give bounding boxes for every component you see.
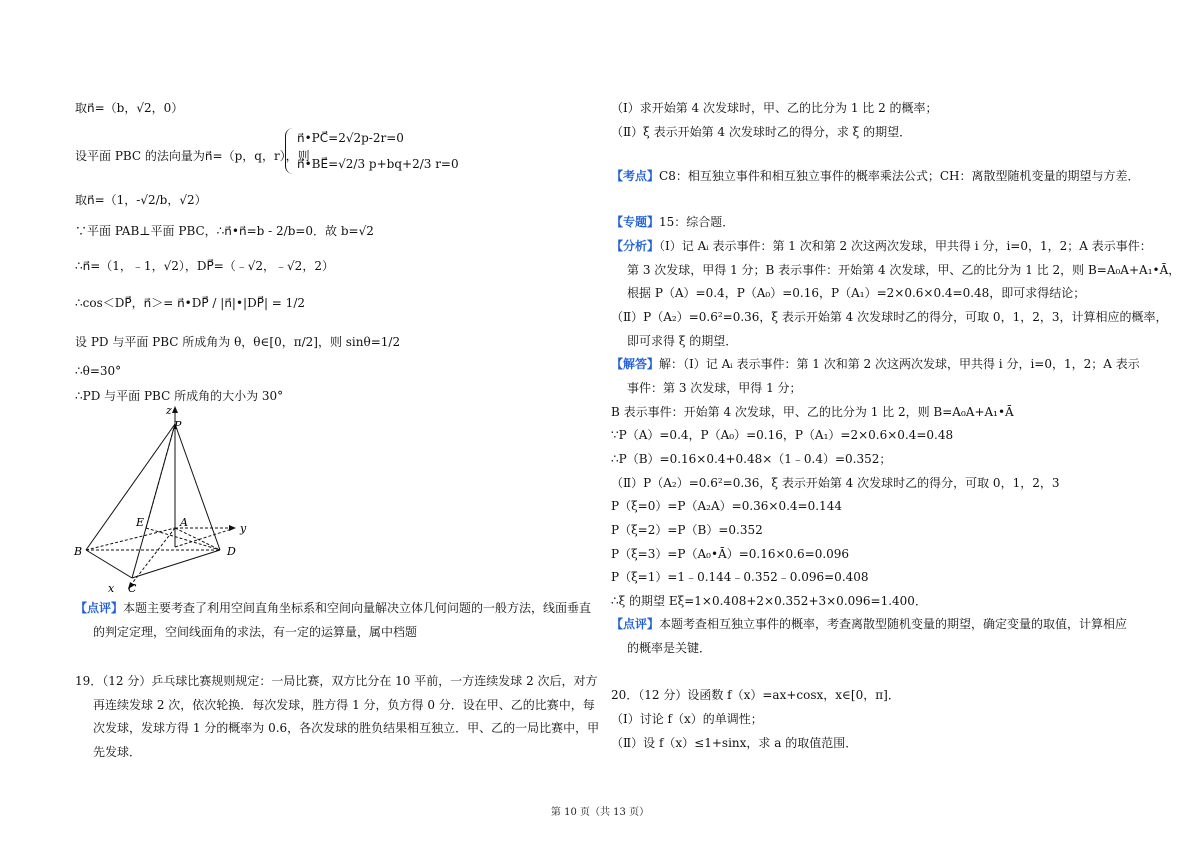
q19-line-3: 次发球，发球方得 1 分的概率为 0.6，各次发球的胜负结果相互独立．甲、乙的一局比赛中，甲 — [93, 721, 600, 735]
label-z: z — [166, 404, 172, 417]
q20-line-3: （Ⅱ）设 f（x）≤1+sinx，求 a 的取值范围． — [611, 736, 858, 750]
q20-line-1: 20．（12 分）设函数 f（x）=ax+cosx，x∈[0，π]． — [611, 688, 900, 702]
solution-line-1: B 表示事件：开始第 4 次发球，甲、乙的比分为 1 比 2，则 B=A₀A+A₁•Ā — [611, 405, 1014, 419]
jieda-tag: 【解答】 — [611, 357, 660, 371]
solution-line-7: P（ξ=3）=P（A₀•Ā）=0.16×0.6=0.096 — [611, 547, 850, 561]
zhuanti-line — [611, 214, 734, 230]
right-line-1: （Ⅰ）求开始第 4 次发球时，甲、乙的比分为 1 比 2 的概率； — [611, 101, 938, 115]
left-line-7: 设 PD 与平面 PBC 所成角为 θ，θ∈[0，π/2]，则 sinθ=1/2 — [75, 335, 401, 349]
left-dianping-text-1: 本题主要考查了利用空间直角坐标系和空间向量解决立体几何问题的一般方法，线面垂直 — [123, 601, 592, 615]
left-line-2: 设平面 PBC 的法向量为n⃗=（p，q，r），则 — [75, 149, 310, 163]
label-x: x — [108, 582, 115, 595]
solution-line-9: ∴ξ 的期望 Eξ=1×0.408+2×0.352+3×0.096=1.400． — [611, 594, 927, 608]
right-dianping-tag: 【点评】 — [611, 617, 660, 631]
left-line-4: ∵平面 PAB⊥平面 PBC，∴n⃗•n⃗=b - 2/b=0．故 b=√2 — [75, 224, 374, 238]
fenxi-line-4: （Ⅱ）P（A₂）=0.6²=0.36，ξ 表示开始第 4 次发球时乙的得分，可取 0，1，2，3，计算相应的概率， — [611, 310, 1168, 324]
solution-line-8: P（ξ=1）=1﹣0.144﹣0.352﹣0.096=0.408 — [611, 570, 869, 584]
left-line-5: ∴n⃗=（1，﹣1，√2），DP⃗=（﹣√2，﹣√2，2） — [75, 259, 334, 273]
fenxi-tag: 【分析】 — [611, 239, 660, 253]
label-B: B — [74, 545, 83, 558]
left-line-9: ∴PD 与平面 PBC 所成角的大小为 30° — [75, 389, 284, 403]
q19-line-1: 19．（12 分）乒乓球比赛规则规定：一局比赛，双方比分在 10 平前，一方连续发球 2 次后，对方 — [75, 674, 598, 688]
right-dianping-text-1: 本题考查相互独立事件的概率，考查离散型随机变量的期望，确定变量的取值，计算相应 — [659, 617, 1128, 631]
label-y: y — [240, 522, 247, 535]
solution-line-4: （Ⅱ）P（A₂）=0.6²=0.36，ξ 表示开始第 4 次发球时乙的得分，可取 0，1，2，3 — [611, 476, 1060, 490]
q19-line-4: 先发球． — [93, 745, 142, 759]
left-dianping-line-1 — [75, 600, 591, 616]
q20-line-2: （Ⅰ）讨论 f（x）的单调性； — [611, 712, 763, 726]
left-line-1: 取n⃗=（b，√2，0） — [75, 101, 184, 115]
label-E: E — [136, 516, 145, 529]
kaodian-text: C8：相互独立事件和相互独立事件的概率乘法公式；CH：离散型随机变量的期望与方差． — [659, 169, 1140, 183]
left-line-6: ∴cos＜DP⃗，n⃗＞= n⃗•DP⃗ / |n⃗|•|DP⃗| = 1/2 — [75, 296, 305, 310]
left-line-3: 取n⃗=（1，-√2/b，√2） — [75, 193, 207, 207]
q19-line-2: 再连续发球 2 次，依次轮换．每次发球，胜方得 1 分，负方得 0 分．设在甲、乙的比赛中，每 — [93, 698, 595, 712]
right-dianping-line-2: 的概率是关键． — [627, 641, 712, 655]
label-P: P — [174, 419, 182, 432]
solution-line-2: ∵P（A）=0.4，P（A₀）=0.16，P（A₁）=2×0.6×0.4=0.48 — [611, 428, 954, 442]
fenxi-text-1: （Ⅰ）记 Aᵢ 表示事件：第 1 次和第 2 次这两次发球，甲共得 i 分，i=0，1，2；A 表示事件： — [659, 239, 1152, 253]
fenxi-line-5: 即可求得 ξ 的期望． — [627, 334, 738, 348]
right-line-2: （Ⅱ）ξ 表示开始第 4 次发球时乙的得分，求 ξ 的期望． — [611, 125, 912, 139]
label-A: A — [180, 516, 188, 529]
kaodian-tag: 【考点】 — [611, 169, 660, 183]
system-brace — [285, 128, 294, 174]
fenxi-line-3: 根据 P（A）=0.4，P（A₀）=0.16，P（A₁）=2×0.6×0.4=0.48，即可求得结论； — [627, 286, 1086, 300]
left-dianping-tag: 【点评】 — [75, 601, 124, 615]
left-dianping-line-2: 的判定定理，空间线面角的求法，有一定的运算量，属中档题 — [93, 625, 418, 639]
jieda-line-2: 事件：第 3 次发球，甲得 1 分； — [627, 381, 802, 395]
page-footer: 第 10 页（共 13 页） — [550, 807, 650, 818]
left-line-8: ∴θ=30° — [75, 364, 122, 378]
system-eq-1: n⃗•PC⃗=2√2p-2r=0 — [297, 131, 404, 145]
right-dianping-line-1 — [611, 616, 1127, 632]
solution-line-6: P（ξ=2）=P（B）=0.352 — [611, 523, 763, 537]
zhuanti-tag: 【专题】 — [611, 215, 660, 229]
jieda-line-1 — [611, 356, 1140, 372]
solution-line-3: ∴P（B）=0.16×0.4+0.48×（1﹣0.4）=0.352； — [611, 452, 892, 466]
system-eq-2: n⃗•BE⃗=√2/3 p+bq+2/3 r=0 — [297, 157, 459, 171]
fenxi-line-1 — [611, 238, 1152, 254]
jieda-text-1: 解：（Ⅰ）记 Aᵢ 表示事件：第 1 次和第 2 次这两次发球，甲共得 i 分，i=0，1，2；A 表示 — [659, 357, 1140, 371]
kaodian-line — [611, 168, 1139, 184]
solution-line-5: P（ξ=0）=P（A₂A）=0.36×0.4=0.144 — [611, 499, 842, 513]
fenxi-line-2: 第 3 次发球，甲得 1 分；B 表示事件：开始第 4 次发球，甲、乙的比分为 1 比 2，则 B=A₀A+A₁•Ā， — [627, 263, 1181, 277]
zhuanti-text: 15：综合题． — [659, 215, 735, 229]
label-D: D — [227, 545, 236, 558]
label-C: C — [128, 582, 137, 595]
pyramid-diagram — [70, 402, 270, 598]
